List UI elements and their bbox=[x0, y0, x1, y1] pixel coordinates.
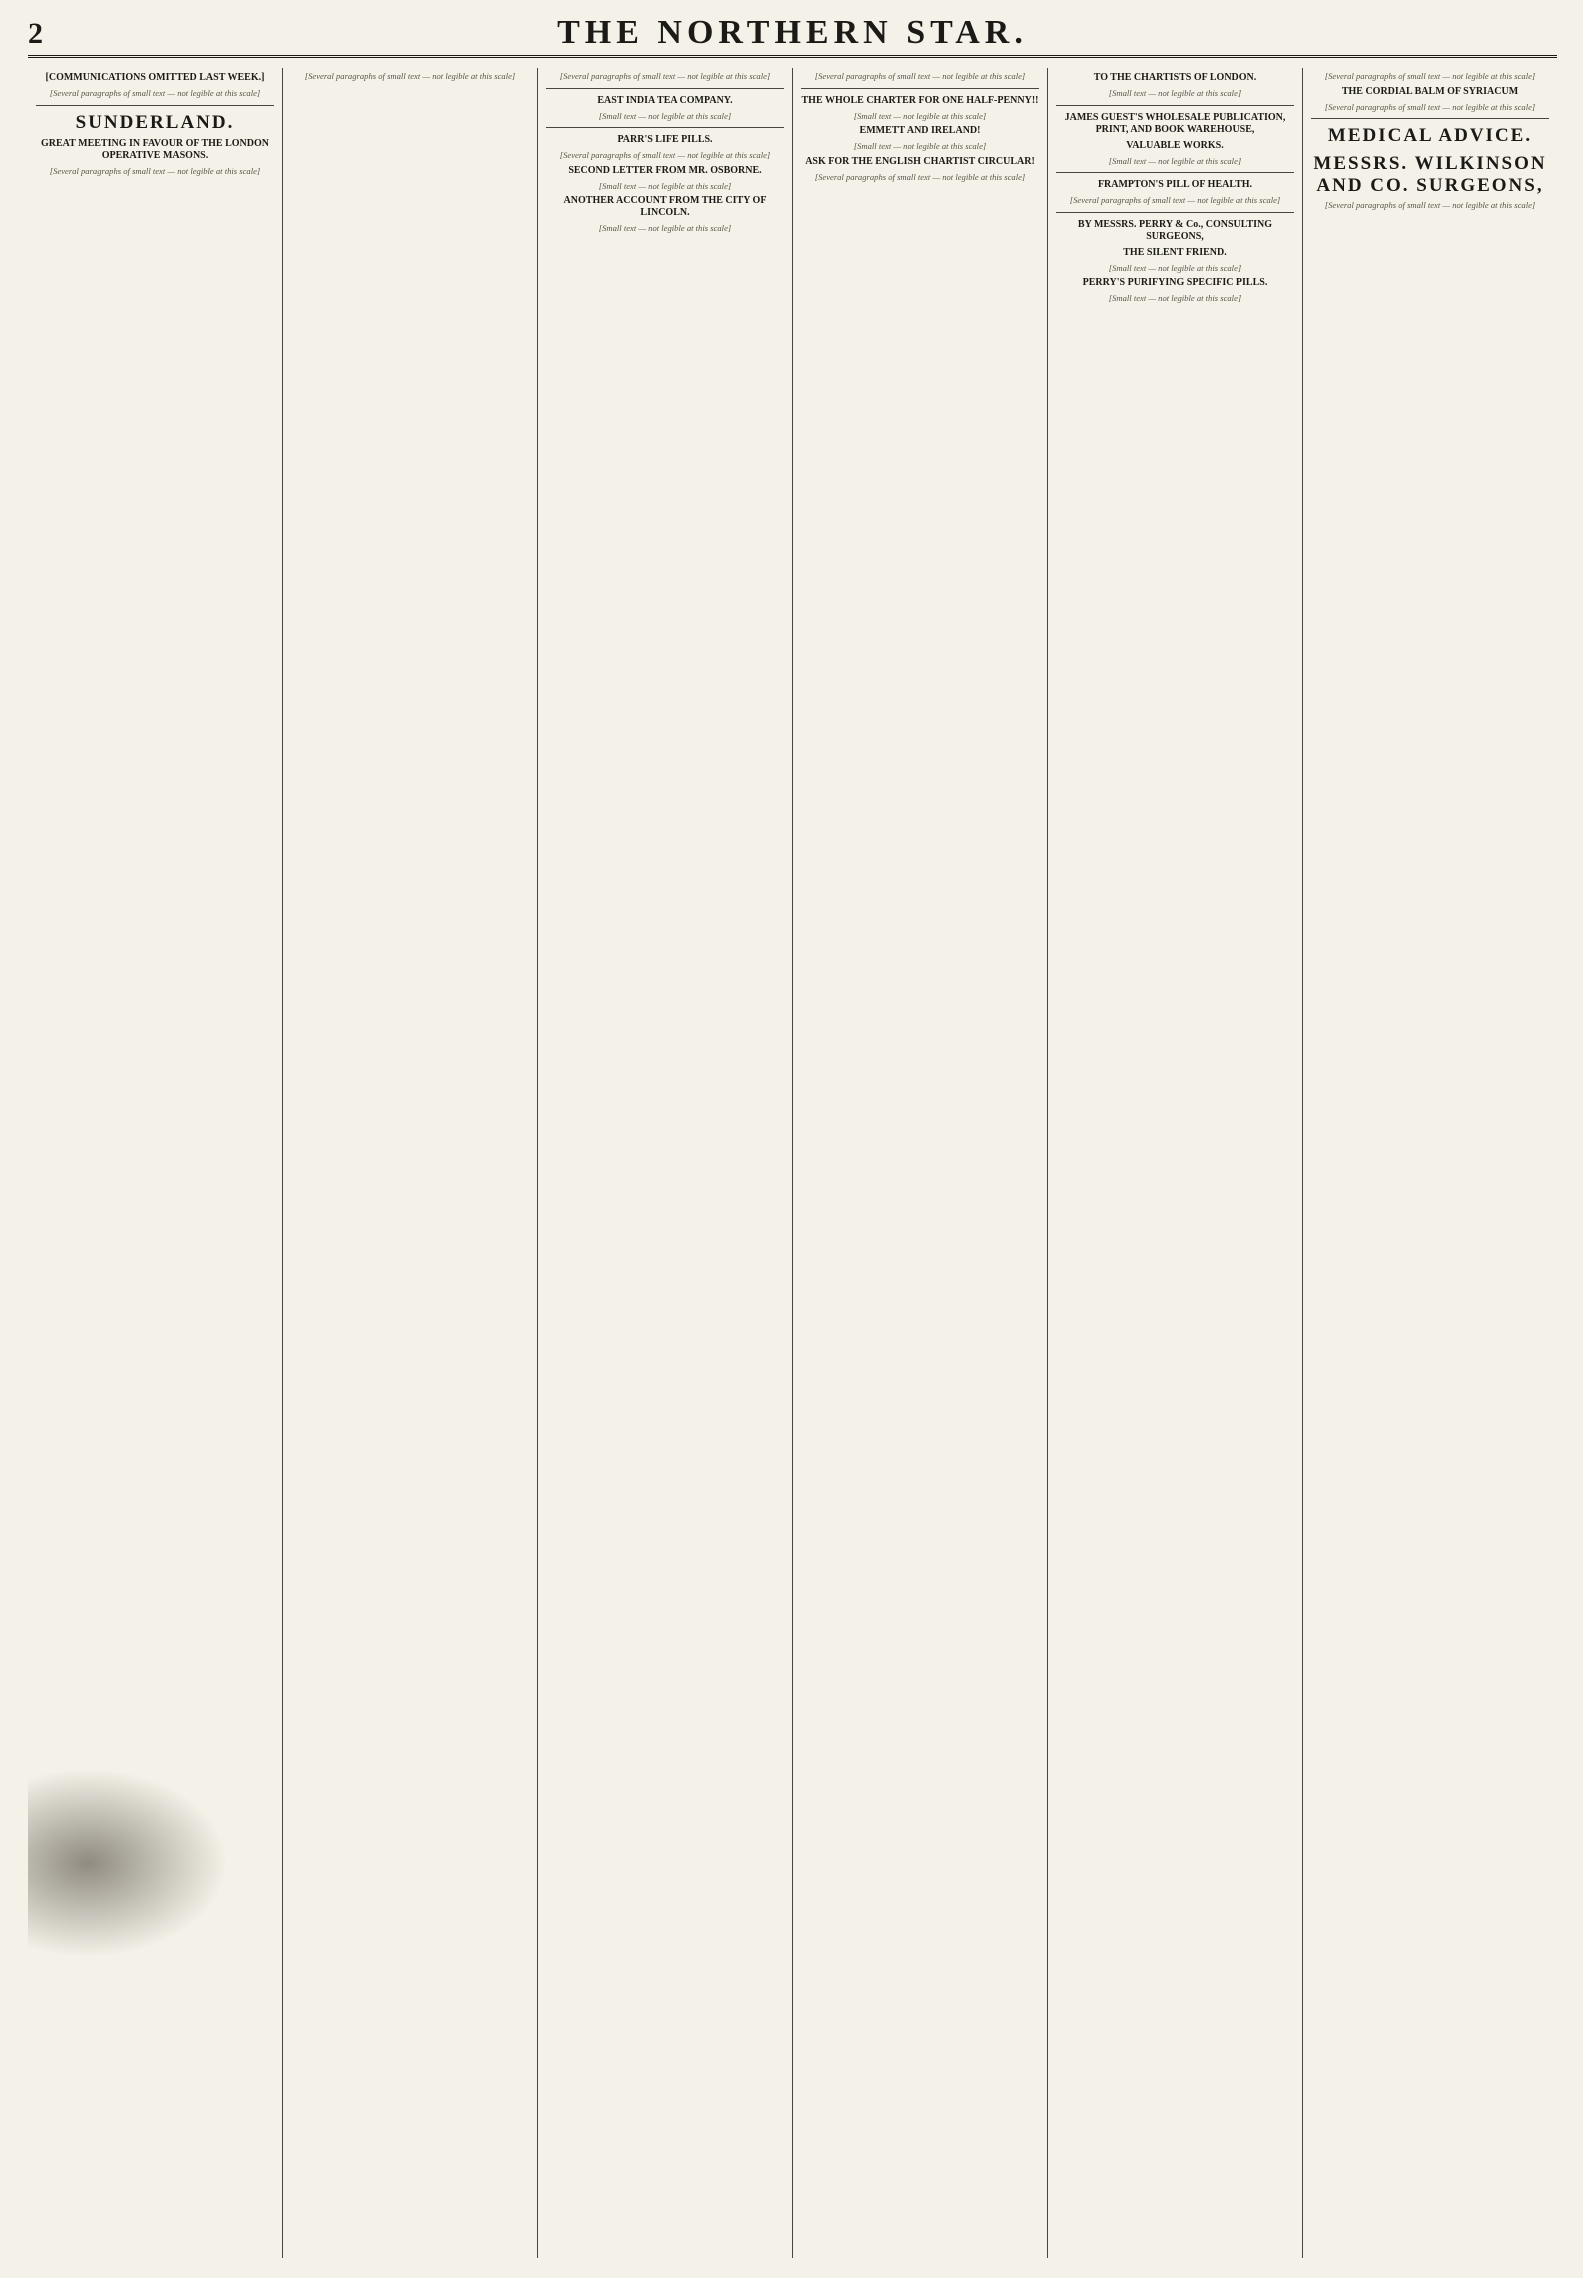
column-rule bbox=[1311, 118, 1549, 119]
column-rule bbox=[801, 88, 1039, 89]
article-heading: BY MESSRS. PERRY & Co., CONSULTING SURGEONS, bbox=[1077, 218, 1273, 242]
unreadable-body-text: [Small text — not legible at this scale] bbox=[598, 223, 732, 234]
article-heading: SECOND LETTER FROM MR. OSBORNE. bbox=[568, 164, 762, 176]
article-heading: ANOTHER ACCOUNT FROM THE CITY OF LINCOLN. bbox=[563, 195, 767, 219]
unreadable-body-text: [Several paragraphs of small text — not legible at this scale] bbox=[49, 88, 261, 98]
article-heading: [COMMUNICATIONS OMITTED LAST WEEK.] bbox=[45, 72, 265, 83]
article-heading: THE CORDIAL BALM OF SYRIACUM bbox=[1341, 85, 1519, 97]
article-heading: ASK FOR THE ENGLISH CHARTIST CIRCULAR! bbox=[805, 155, 1035, 167]
unreadable-body-text: [Several paragraphs of small text — not legible at this scale] bbox=[559, 150, 771, 161]
article-heading: JAMES GUEST'S WHOLESALE PUBLICATION, PRINT, AND BOOK WAREHOUSE, bbox=[1064, 111, 1286, 135]
unreadable-body-text: [Small text — not legible at this scale] bbox=[598, 180, 732, 191]
unreadable-body-text: [Small text — not legible at this scale] bbox=[598, 110, 732, 121]
column-rule bbox=[1056, 105, 1294, 106]
column-2 bbox=[282, 68, 537, 2258]
column-3 bbox=[537, 68, 792, 2258]
unreadable-body-text: [Small text — not legible at this scale] bbox=[1108, 293, 1242, 304]
article-heading: PERRY'S PURIFYING SPECIFIC PILLS. bbox=[1082, 277, 1268, 289]
unreadable-body-text: [Several paragraphs of small text — not legible at this scale] bbox=[814, 171, 1026, 182]
column-rule bbox=[1056, 212, 1294, 213]
unreadable-body-text: [Several paragraphs of small text — not legible at this scale] bbox=[1324, 200, 1536, 211]
column-rule bbox=[546, 127, 784, 128]
article-columns bbox=[28, 68, 1557, 2258]
unreadable-body-text: [Small text — not legible at this scale] bbox=[1108, 262, 1242, 273]
column-rule bbox=[1056, 172, 1294, 173]
unreadable-body-text: [Small text — not legible at this scale] bbox=[853, 110, 987, 121]
newspaper-title: THE NORTHERN STAR. bbox=[557, 14, 1028, 51]
unreadable-body-text: [Small text — not legible at this scale] bbox=[1108, 88, 1242, 98]
unreadable-body-text: [Several paragraphs of small text — not legible at this scale] bbox=[559, 71, 771, 81]
unreadable-body-text: [Several paragraphs of small text — not legible at this scale] bbox=[1069, 195, 1281, 206]
column-5 bbox=[1047, 68, 1302, 2258]
unreadable-body-text: [Several paragraphs of small text — not legible at this scale] bbox=[304, 71, 516, 81]
article-heading: TO THE CHARTISTS OF LONDON. bbox=[1093, 72, 1257, 83]
unreadable-body-text: [Small text — not legible at this scale] bbox=[853, 141, 987, 152]
unreadable-body-text: [Several paragraphs of small text — not legible at this scale] bbox=[49, 165, 261, 176]
page-number: 2 bbox=[28, 17, 43, 50]
section-heading: MEDICAL ADVICE. bbox=[1327, 125, 1533, 147]
article-heading: VALUABLE WORKS. bbox=[1126, 139, 1224, 151]
article-heading: GREAT MEETING IN FAVOUR OF THE LONDON OPERATIVE MASONS. bbox=[41, 137, 269, 161]
article-heading: THE WHOLE CHARTER FOR ONE HALF-PENNY!! bbox=[801, 94, 1039, 106]
unreadable-body-text: [Small text — not legible at this scale] bbox=[1108, 155, 1242, 166]
article-heading: PARR'S LIFE PILLS. bbox=[617, 134, 713, 146]
column-4 bbox=[792, 68, 1047, 2258]
article-heading: FRAMPTON'S PILL OF HEALTH. bbox=[1097, 179, 1253, 191]
unreadable-body-text: [Several paragraphs of small text — not legible at this scale] bbox=[1324, 71, 1536, 81]
unreadable-body-text: [Several paragraphs of small text — not legible at this scale] bbox=[814, 71, 1026, 81]
column-6 bbox=[1302, 68, 1557, 2258]
article-heading: EAST INDIA TEA COMPANY. bbox=[597, 94, 733, 106]
masthead bbox=[28, 14, 1557, 58]
column-rule bbox=[546, 88, 784, 89]
article-heading: EMMETT AND IRELAND! bbox=[859, 125, 981, 137]
section-heading: SUNDERLAND. bbox=[75, 111, 235, 133]
column-1 bbox=[28, 68, 282, 2258]
article-heading: THE SILENT FRIEND. bbox=[1123, 246, 1227, 258]
column-rule bbox=[36, 105, 274, 106]
print-stain bbox=[28, 1768, 228, 1958]
section-heading: MESSRS. WILKINSON AND CO. SURGEONS, bbox=[1313, 153, 1547, 197]
unreadable-body-text: [Several paragraphs of small text — not legible at this scale] bbox=[1324, 101, 1536, 112]
